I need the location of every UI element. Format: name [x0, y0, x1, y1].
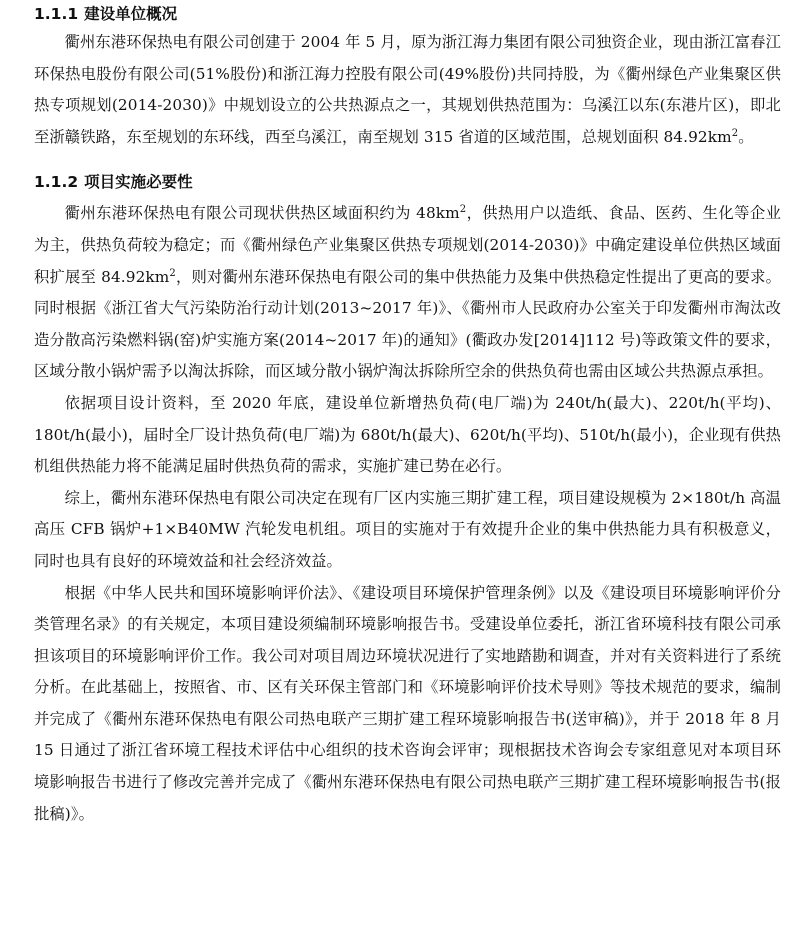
paragraph-text: 衢州东港环保热电有限公司现状供热区域面积约为 48km [64, 204, 460, 223]
paragraph-text: 衢州东港环保热电有限公司创建于 2004 年 5 月，原为浙江海力集团有限公司独资企业，现由浙江富春江环保热电股份有限公司(51%股份)和浙江海力控股有限公司(49%股份)共同持股，为《衢州绿色产业集聚区供热专项规划(2014-2030)》中规划设立的公共热源点之一，其规划供热范围为：乌溪江以东(东港片区)，即北至浙赣铁路，东至规划的东环线，西至乌溪江，南至规划 315 省道的区域范围，总规划面积 84.92km [34, 33, 781, 146]
section-title: 建设单位概况 [84, 5, 178, 23]
paragraph-text: ，则对衢州东港环保热电有限公司的集中供热能力及集中供热稳定性提出了更高的要求。同时根据《浙江省大气污染防治行动计划(2013~2017 年)》、《衢州市人民政府办公室关于印发衢州市淘汰改造分散高污染燃料锅(窑)炉实施方案(2014~2017 年)的通知》(衢政办发[2014]112 号)等政策文件的要求，区域分散小锅炉需予以淘汰拆除，而区域分散小锅炉淘汰拆除所空余的供热负荷也需由区域公共热源点承担。 [34, 267, 781, 381]
superscript: 2 [731, 127, 739, 139]
section-title: 项目实施必要性 [84, 173, 193, 192]
paragraph-text: ，供热用户以造纸、食品、医药、生化等企业为主，供热负荷较为稳定；而《衢州绿色产业集聚区供热专项规划(2014-2030)》中确定建设单位供热区域面积扩展至 84.92km [34, 204, 781, 286]
paragraph-necessity [34, 198, 781, 388]
paragraph-text: 。 [738, 127, 754, 146]
section-heading-1-1-2 [34, 169, 781, 195]
section-number: 1.1.1 [34, 5, 79, 23]
paragraph-project-scale: 综上，衢州东港环保热电有限公司决定在现有厂区内实施三期扩建工程，项目建设规模为 2×180t/h 高温高压 CFB 锅炉+1×B40MW 汽轮发电机组。项目的实施对于有效提升企业的集中供热能力具有积极意义，同时也具有良好的环境效益和社会经济效益。 [34, 488, 781, 570]
paragraph-eia-process: 根据《中华人民共和国环境影响评价法》、《建设项目环境保护管理条例》以及《建设项目环境影响评价分类管理名录》的有关规定，本项目建设须编制环境影响报告书。受建设单位委托，浙江省环境科技有限公司承担该项目的环境影响评价工作。我公司对项目周边环境状况进行了实地踏勘和调查，并对有关资料进行了系统分析。在此基础上，按照省、市、区有关环保主管部门和《环境影响评价技术导则》等技术规范的要求，编制并完成了《衢州东港环保热电有限公司热电联产三期扩建工程环境影响报告书(送审稿)》，并于 2018 年 8 月 15 日通过了浙江省环境工程技术评估中心组织的技术咨询会评审；现根据技术咨询会专家组意见对本项目环境影响报告书进行了修改完善并完成了《衢州东港环保热电有限公司热电联产三期扩建工程环境影响报告书(报批稿)》。 [34, 583, 781, 823]
superscript: 2 [169, 267, 176, 279]
section-heading-1-1-1 [34, 1, 781, 27]
paragraph-heat-load: 依据项目设计资料，至 2020 年底，建设单位新增热负荷(电厂端)为 240t/h(最大)、220t/h(平均)、180t/h(最小)，届时全厂设计热负荷(电厂端)为 680t/h(最大)、620t/h(平均)、510t/h(最小)，企业现有供热机组供热能力将不能满足届时供热负荷的需求，实施扩建已势在必行。 [34, 393, 781, 476]
section-number: 1.1.2 [34, 173, 79, 192]
superscript: 2 [459, 204, 467, 216]
paragraph-company-overview [34, 27, 781, 153]
